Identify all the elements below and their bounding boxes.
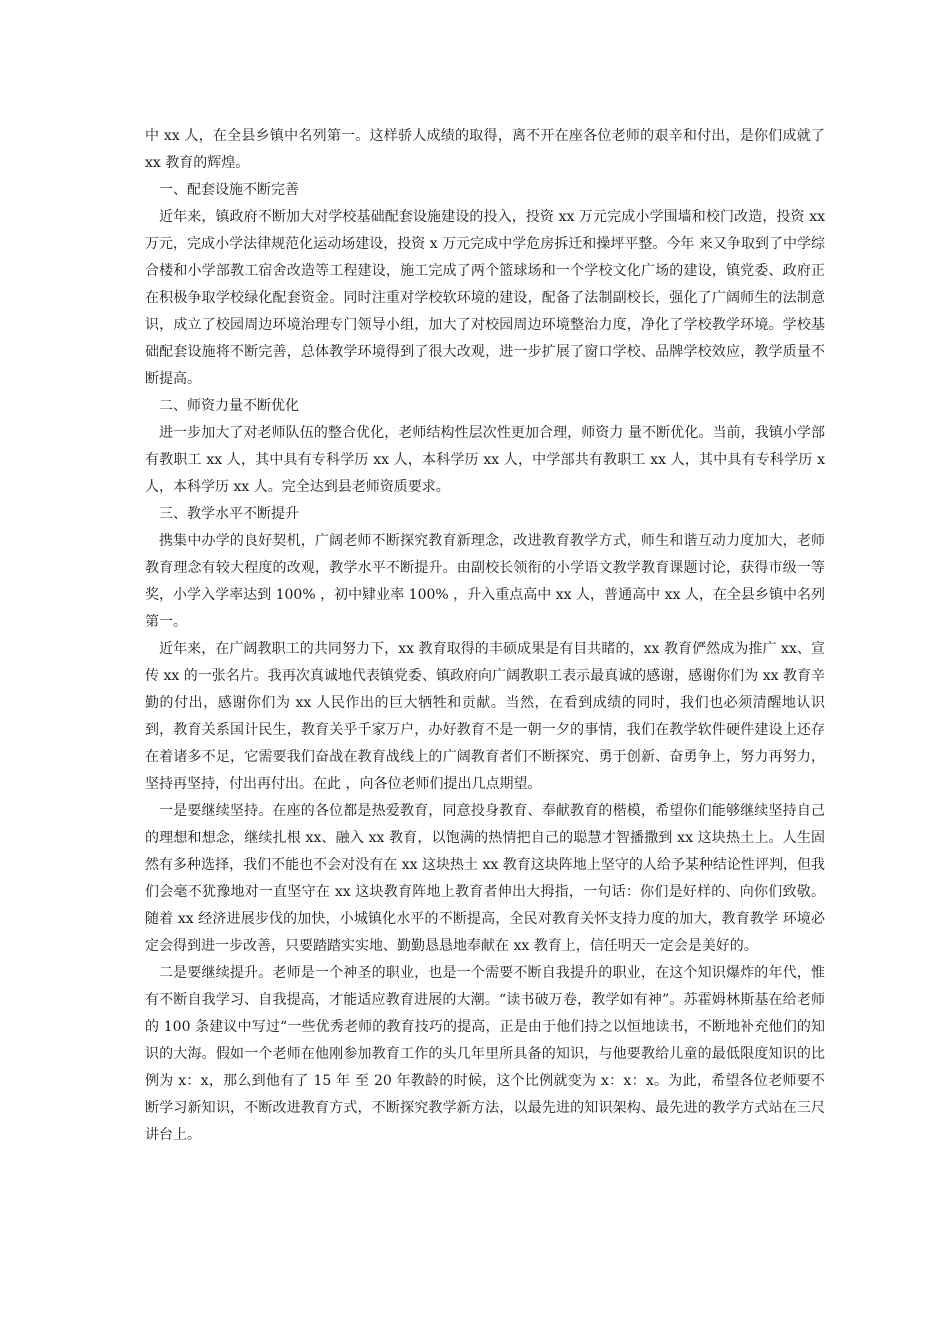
paragraph-persist: 一是要继续坚持。在座的各位都是热爱教育，同意投身教育、奉献教育的楷模，希望你们能够继续坚持自己的理想和想念，继续扎根 xx、融入 xx 教育，以饱满的热情把自己的聪慧才智播撒到 xx 这块热土上。人生固然有多种选择，我们不能也不会对没有在 xx 这块热土 xx 教育这块阵地上坚守的人给予某种结论性评判，但我们会毫不犹豫地对一直坚守在 xx 这块教育阵地上教育者伸出大拇指，一句话：你们是好样的、向你们致敬。随着 xx 经济进展步伐的加快，小城镇化水平的不断提高，全民对教育关怀支持力度的加大，教育教学 环境必定会得到进一步改善，只要踏踏实实地、勤勤恳恳地奉献在 xx 教育上，信任明天一定会是美好的。 <box>145 803 825 954</box>
paragraph-improve: 二是要继续提升。老师是一个神圣的职业，也是一个需要不断自我提升的职业，在这个知识爆炸的年代，惟有不断自我学习、自我提高，才能适应教育进展的大潮。“读书破万卷，教学如有神”。苏霍姆林斯基在给老师的 100 条建议中写过“一些优秀老师的教育技巧的提高，正是由于他们持之以恒地读书，不断地补充他们的知识的大海。假如一个老师在他刚参加教育工作的头几年里所具备的知识，与他要教给儿童的最低限度知识的比例为 x：x，那么到他有了 15 年 至 20 年教龄的时候，这个比例就变为 x：x：x。为此，希望各位老师要不断学习新知识，不断改进教育方式，不断探究教学新方法，以最先进的知识架构、最先进的教学方式站在三尺讲台上。 <box>145 965 825 1143</box>
paragraph-teaching: 携集中办学的良好契机，广阔老师不断探究教育新理念，改进教育教学方式，师生和谐互动力度加大，老师教育理念有较大程度的改观，教学水平不断提升。由副校长领衔的小学语文教学教育课题讨论，获得市级一等奖，小学入学率达到 100% ，初中肄业率 100% ，升入重点高中 xx 人，普通高中 xx 人，在全县乡镇中名列第一。 <box>145 533 825 630</box>
paragraph-continuation: 中 xx 人，在全县乡镇中名列第一。这样骄人成绩的取得，离不开在座各位老师的艰辛和付出，是你们成就了 xx 教育的辉煌。 <box>145 128 825 171</box>
section-heading-teachers: 二、师资力量不断优化 <box>159 398 299 414</box>
paragraph-achievements: 近年来，在广阔教职工的共同努力下，xx 教育取得的丰硕成果是有目共睹的，xx 教育俨然成为推广 xx、宣传 xx 的一张名片。我再次真诚地代表镇党委、镇政府向广阔教职工表示最真诚的感谢，感谢你们为 xx 教育辛勤的付出，感谢你们为 xx 人民作出的巨大牺牲和贡献。当然，在看到成绩的同时，我们也必须清醒地认识到，教育关系国计民生，教育关乎千家万户，办好教育不是一朝一夕的事情，我们在教学软件硬件建设上还存在着诸多不足，它需要我们奋战在教育战线上的广阔教育者们不断探究、勇于创新、奋勇争上，努力再努力，坚持再坚持，付出再付出。在此 ，向各位老师们提出几点期望。 <box>145 641 825 792</box>
section-heading-teaching: 三、教学水平不断提升 <box>159 506 299 522</box>
document-body <box>145 123 825 1149</box>
paragraph-teachers: 进一步加大了对老师队伍的整合优化，老师结构性层次性更加合理，师资力 量不断优化。当前，我镇小学部有教职工 xx 人，其中具有专科学历 xx 人，本科学历 xx 人，中学部共有教职工 xx 人，其中具有专科学历 x 人，本科学历 xx 人。完全达到县老师资质要求。 <box>145 425 825 495</box>
section-heading-facilities: 一、配套设施不断完善 <box>159 182 299 198</box>
paragraph-facilities: 近年来，镇政府不断加大对学校基础配套设施建设的投入，投资 xx 万元完成小学围墙和校门改造，投资 xx 万元，完成小学法律规范化运动场建设，投资 x 万元完成中学危房拆迁和操坪平整。今年 来又争取到了中学综合楼和小学部教工宿舍改造等工程建设，施工完成了两个篮球场和一个学校文化广场的建设，镇党委、政府正在积极争取学校绿化配套资金。同时注重对学校软环境的建设，配备了法制副校长，强化了广阔师生的法制意识，成立了校园周边环境治理专门领导小组，加大了对校园周边环境整治力度，净化了学校教学环境。学校基础配套设施将不断完善，总体教学环境得到了很大改观，进一步扩展了窗口学校、品牌学校效应，教学质量不断提高。 <box>145 209 825 387</box>
